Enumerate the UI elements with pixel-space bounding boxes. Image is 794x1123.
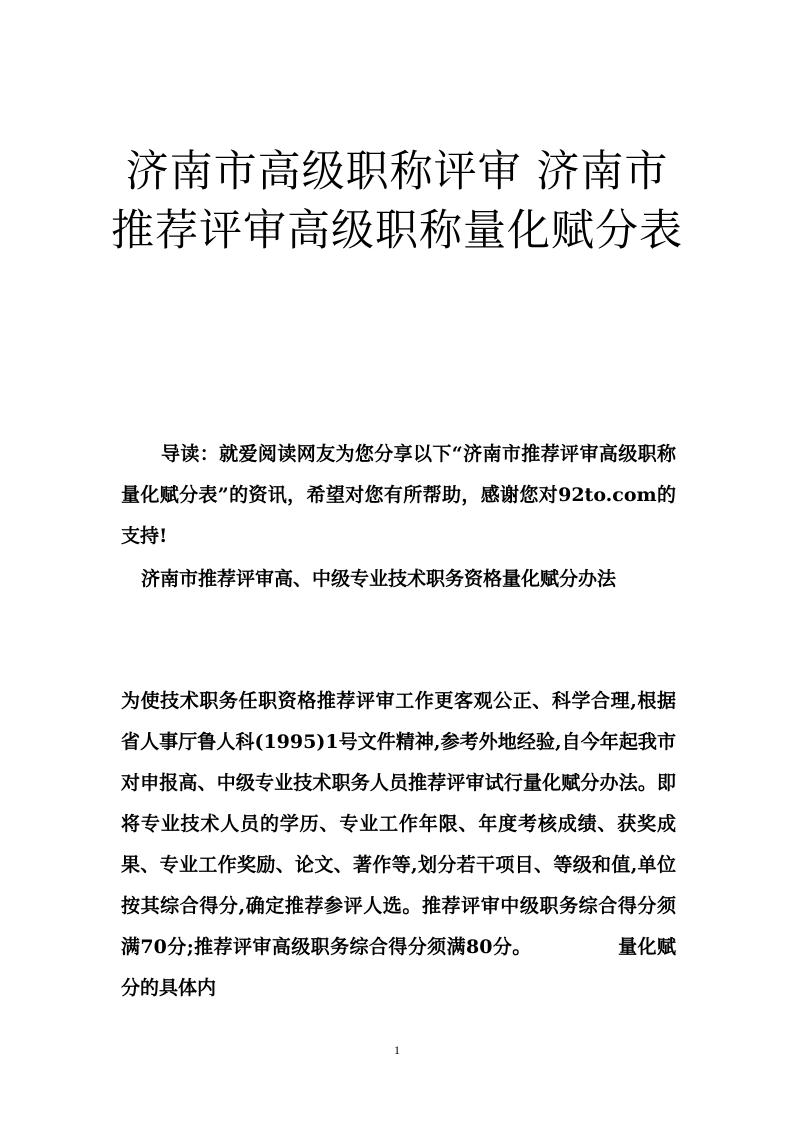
main-paragraph xyxy=(121,681,676,1009)
intro-paragraph: 导读：就爱阅读网友为您分享以下“济南市推荐评审高级职称量化赋分表”的资讯，希望对您有所帮助，感谢您对92to.com的支持! xyxy=(121,443,676,547)
main-paragraph-tail: 量化赋分的具体内 xyxy=(121,936,676,999)
document-title: 济南市高级职称评审 济南市推荐评审高级职称量化赋分表 xyxy=(111,147,683,256)
section-subheading: 济南市推荐评审高、中级专业技术职务资格量化赋分办法 xyxy=(141,568,617,590)
main-paragraph-text: 为使技术职务任职资格推荐评审工作更客观公正、科学合理,根据省人事厅鲁人科(1995)1号文件精神,参考外地经验,自今年起我市对申报高、中级专业技术职务人员推荐评审试行量化赋分办法。即将专业技术人员的学历、专业工作年限、年度考核成绩、获奖成果、专业工作奖励、论文、著作等,划分若干项目、等级和值,单位按其综合得分,确定推荐参评人选。推荐评审中级职务综合得分须满70分;推荐评审高级职务综合得分须满80分。 xyxy=(121,690,676,958)
page-number: 1 xyxy=(394,1043,400,1057)
